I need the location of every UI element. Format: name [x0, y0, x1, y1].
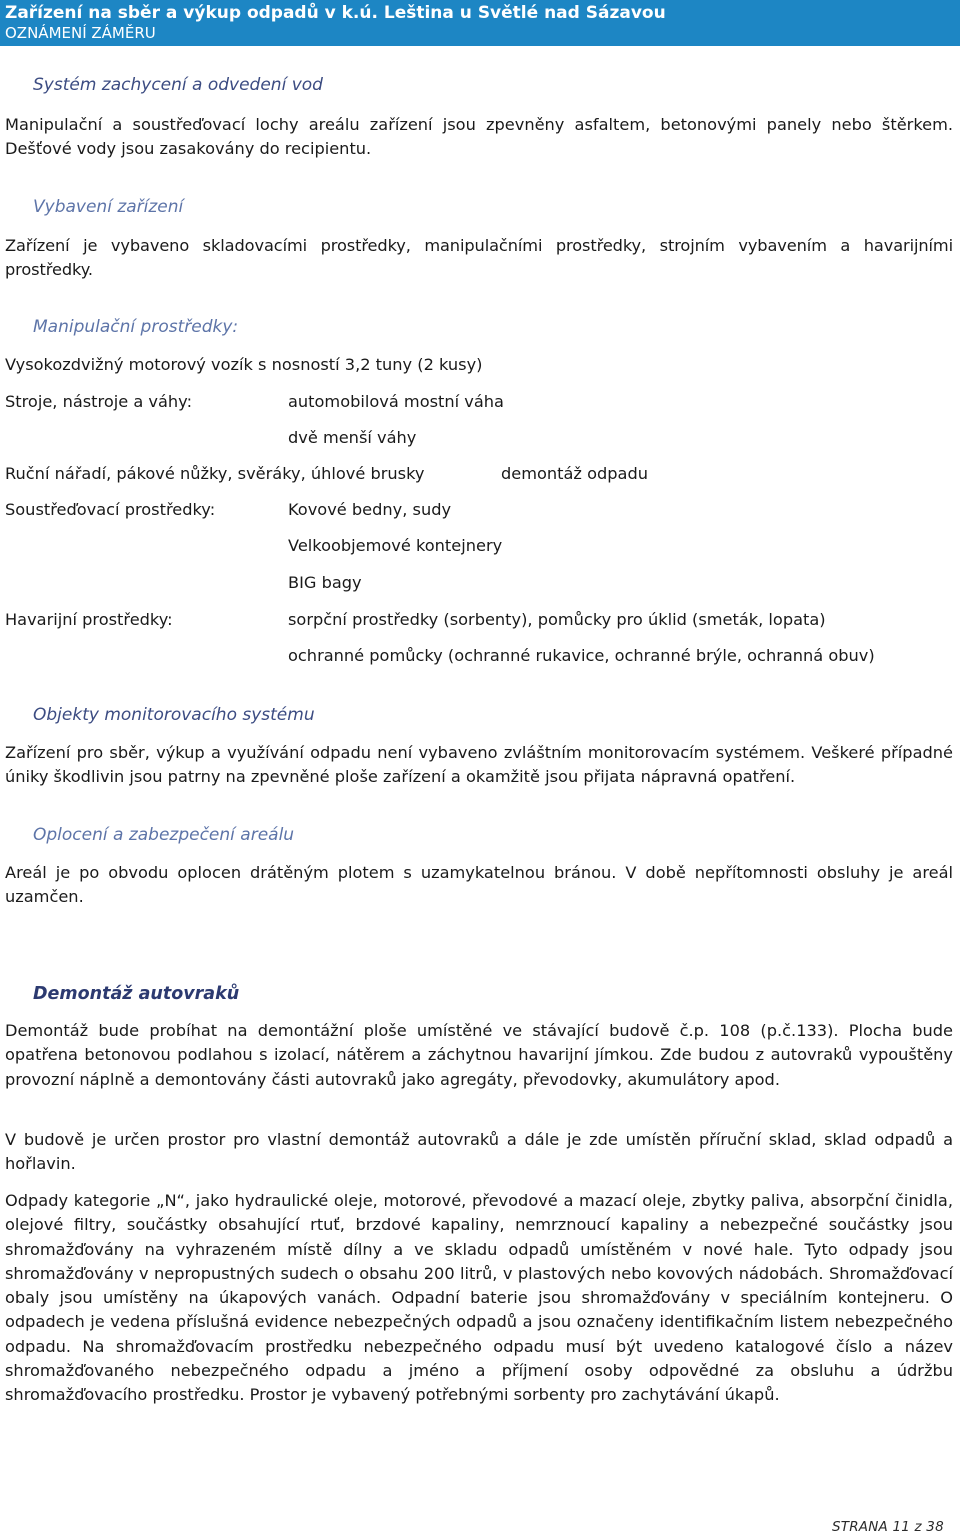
item-machines-1: automobilová mostní váha	[288, 392, 504, 411]
label-hand-tools: Ruční nářadí, pákové nůžky, svěráky, úhlové brusky	[5, 464, 425, 483]
page-number: STRANA 11 z 38	[832, 1519, 944, 1535]
paragraph-fencing: Areál je po obvodu oplocen drátěným plotem s uzamykatelnou bránou. V době nepřítomnosti obsluhy je areál uzamčen.	[5, 863, 953, 907]
paragraph-water-system: Manipulační a soustřeďovací lochy areálu zařízení jsou zpevněny asfaltem, betonovými panely nebo štěrkem. Dešťové vody jsou zasakovány do recipientu.	[5, 115, 953, 159]
label-machines: Stroje, nástroje a váhy:	[5, 392, 193, 411]
document-title: Zařízení na sběr a výkup odpadů v k.ú. Leština u Světlé nad Sázavou	[5, 3, 666, 23]
heading-water-system: Systém zachycení a odvedení vod	[33, 75, 323, 95]
item-hand-tools-use: demontáž odpadu	[501, 464, 648, 483]
heading-monitoring: Objekty monitorovacího systému	[33, 705, 315, 725]
paragraph-equipment: Zařízení je vybaveno skladovacími prostředky, manipulačními prostředky, strojním vybavením a havarijními prostředky.	[5, 236, 953, 280]
document-header	[0, 0, 960, 46]
item-collection-2: Velkoobjemové kontejnery	[288, 536, 503, 555]
item-collection-3: BIG bagy	[288, 573, 362, 592]
item-machines-2: dvě menší váhy	[288, 428, 417, 447]
heading-handling-means: Manipulační prostředky:	[33, 317, 239, 337]
text-forklift: Vysokozdvižný motorový vozík s nosností 3,2 tuny (2 kusy)	[5, 355, 483, 374]
heading-fencing: Oplocení a zabezpečení areálu	[33, 825, 295, 845]
heading-equipment: Vybavení zařízení	[33, 197, 184, 217]
item-collection-1: Kovové bedny, sudy	[288, 500, 452, 519]
item-emergency-1: sorpční prostředky (sorbenty), pomůcky pro úklid (smeták, lopata)	[288, 610, 826, 629]
document-subtitle: OZNÁMENÍ ZÁMĚRU	[5, 24, 156, 42]
heading-car-dismantling: Demontáž autovraků	[33, 984, 240, 1004]
item-emergency-2: ochranné pomůcky (ochranné rukavice, ochranné brýle, ochranná obuv)	[288, 646, 875, 665]
paragraph-dismantling-2: V budově je určen prostor pro vlastní demontáž autovraků a dále je zde umístěn příruční sklad, sklad odpadů a hořlavin.	[5, 1130, 953, 1174]
paragraph-dismantling-1: Demontáž bude probíhat na demontážní ploše umístěné ve stávající budově č.p. 108 (p.č.133). Plocha bude opatřena betonovou podlahou s izolací, nátěrem a záchytnou havarijní jímkou. Zde budou z autovraků vypouštěny provozní náplně a demontovány části autovraků jako agregáty, převodovky, akumulátory apod.	[5, 1021, 953, 1089]
label-emergency-means: Havarijní prostředky:	[5, 610, 173, 629]
label-collection-means: Soustřeďovací prostředky:	[5, 500, 216, 519]
paragraph-monitoring: Zařízení pro sběr, výkup a využívání odpadu není vybaveno zvláštním monitorovacím systémem. Veškeré případné úniky škodlivin jsou patrny na zpevněné ploše zařízení a okamžitě jsou přijata nápravná opatření.	[5, 743, 953, 787]
paragraph-dismantling-3: Odpady kategorie „N“, jako hydraulické oleje, motorové, převodové a mazací oleje, zbytky paliva, absorpční činidla, olejové filtry, součástky obsahující rtuť, brzdové kapaliny, nemrznoucí kapaliny a nebezpečné součástky jsou shromažďovány na vyhrazeném místě dílny a ve skladu odpadů umístěném v nové hale. Tyto odpady jsou shromažďovány v nepropustných sudech o obsahu 200 litrů, v plastových nebo kovových nádobách. Shromažďovací obaly jsou umístěny na úkapových vanách. Odpadní baterie jsou shromažďovány v speciálním kontejneru. O odpadech je vedena příslušná evidence nebezpečných odpadů a jsou označeny identifikačním listem nebezpečného odpadu. Na shromažďovacím prostředku nebezpečného odpadu musí být uvedeno katalogové číslo a název shromažďovaného nebezpečného odpadu a jméno a příjmení osoby odpovědné za obsluhu a údržbu shromažďovacího prostředku. Prostor je vybavený potřebnými sorbenty pro zachytávání úkapů.	[5, 1191, 953, 1405]
